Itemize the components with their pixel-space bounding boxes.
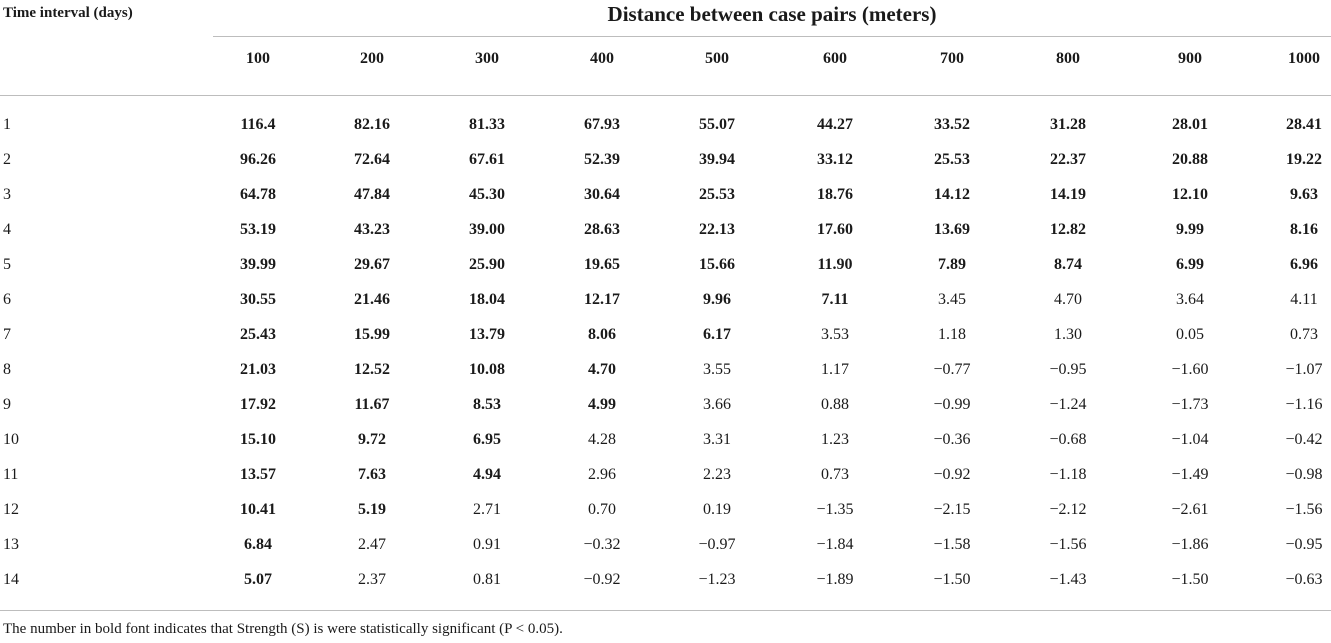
table-cell: 4.94 [473,466,501,483]
table-cell: 1.23 [821,431,849,448]
table-cell: 82.16 [354,116,390,133]
column-header: 1000 [1288,50,1320,67]
column-header: 600 [823,50,847,67]
table-cell: 28.41 [1286,116,1322,133]
table-cell: 14.19 [1050,186,1086,203]
column-header: 100 [246,50,270,67]
table-cell: 9.63 [1290,186,1318,203]
table-cell: 9.72 [358,431,386,448]
row-label: 10 [3,431,19,448]
table-cell: 3.66 [703,396,731,413]
table-cell: 8.06 [588,326,616,343]
table-cell: −0.95 [1049,361,1087,378]
table-cell: 3.45 [938,291,966,308]
table-cell: 1.18 [938,326,966,343]
row-label: 14 [3,571,19,588]
table-cell: 0.05 [1176,326,1204,343]
table-cell: 17.60 [817,221,853,238]
table-cell: 25.53 [934,151,970,168]
header-bottom-rule [0,95,1331,96]
column-header: 300 [475,50,499,67]
table-cell: 43.23 [354,221,390,238]
table-cell: 12.10 [1172,186,1208,203]
row-label: 7 [3,326,11,343]
table-cell: 4.70 [588,361,616,378]
table-cell: −1.73 [1171,396,1209,413]
table-cell: 2.71 [473,501,501,518]
table-cell: −1.35 [816,501,854,518]
table-cell: 3.31 [703,431,731,448]
table-cell: −1.07 [1285,361,1323,378]
table-cell: 0.88 [821,396,849,413]
table-cell: 15.66 [699,256,735,273]
table-cell: 6.99 [1176,256,1204,273]
table-cell: 19.65 [584,256,620,273]
table-cell: 2.37 [358,571,386,588]
table-cell: 4.11 [1290,291,1318,308]
table-cell: −0.77 [933,361,971,378]
table-cell: 0.19 [703,501,731,518]
table-cell: 10.08 [469,361,505,378]
table-cell: 2.47 [358,536,386,553]
table-cell: 55.07 [699,116,735,133]
table-cell: −0.32 [583,536,621,553]
table-cell: 8.74 [1054,256,1082,273]
table-cell: 7.11 [821,291,849,308]
table-cell: 116.4 [240,116,276,133]
table-cell: 39.94 [699,151,735,168]
table-cell: 13.79 [469,326,505,343]
table-cell: 6.95 [473,431,501,448]
table-cell: 67.93 [584,116,620,133]
table-cell: 67.61 [469,151,505,168]
table-cell: 33.12 [817,151,853,168]
table-cell: 13.69 [934,221,970,238]
table-cell: 21.03 [240,361,276,378]
table-cell: 2.96 [588,466,616,483]
table-cell: 29.67 [354,256,390,273]
row-label: 4 [3,221,11,238]
table-cell: −1.49 [1171,466,1209,483]
row-label: 2 [3,151,11,168]
table-cell: 2.23 [703,466,731,483]
table-cell: 0.91 [473,536,501,553]
table-cell: −0.92 [583,571,621,588]
table-cell: 8.16 [1290,221,1318,238]
table-cell: 3.55 [703,361,731,378]
table-cell: 45.30 [469,186,505,203]
table-cell: 1.17 [821,361,849,378]
table-cell: 19.22 [1286,151,1322,168]
table-cell: 7.89 [938,256,966,273]
row-label: 6 [3,291,11,308]
table-cell: −1.56 [1285,501,1323,518]
table-cell: 17.92 [240,396,276,413]
table-cell: 12.82 [1050,221,1086,238]
table-cell: 10.41 [240,501,276,518]
table-cell: 4.28 [588,431,616,448]
table-cell: −1.18 [1049,466,1087,483]
table-cell: 13.57 [240,466,276,483]
table-cell: 0.73 [1290,326,1318,343]
table-cell: −0.92 [933,466,971,483]
table-cell: −0.36 [933,431,971,448]
table-cell: 18.04 [469,291,505,308]
table-cell: 21.46 [354,291,390,308]
table-cell: 0.81 [473,571,501,588]
table-cell: 11.67 [354,396,390,413]
table-cell: 15.10 [240,431,276,448]
table-cell: −1.24 [1049,396,1087,413]
table-cell: 7.63 [358,466,386,483]
table-cell: 39.00 [469,221,505,238]
table-cell: −1.16 [1285,396,1323,413]
row-label: 11 [3,466,19,483]
table-cell: 28.01 [1172,116,1208,133]
table-cell: −0.42 [1285,431,1323,448]
table-cell: 4.70 [1054,291,1082,308]
table-cell: 22.13 [699,221,735,238]
table-cell: −1.84 [816,536,854,553]
column-header: 400 [590,50,614,67]
table-cell: −1.50 [933,571,971,588]
table-cell: 4.99 [588,396,616,413]
table-cell: −1.58 [933,536,971,553]
table-cell: −1.50 [1171,571,1209,588]
table-cell: 31.28 [1050,116,1086,133]
table-cell: 6.96 [1290,256,1318,273]
table-cell: 53.19 [240,221,276,238]
table-cell: 12.17 [584,291,620,308]
table-footnote: The number in bold font indicates that Strength (S) is were statistically significant (P < 0.05). [3,621,563,637]
row-label: 13 [3,536,19,553]
table-cell: −0.99 [933,396,971,413]
table-cell: −2.61 [1171,501,1209,518]
row-label: 5 [3,256,11,273]
table-cell: 72.64 [354,151,390,168]
table-cell: 44.27 [817,116,853,133]
table-cell: −1.23 [698,571,736,588]
table-cell: 81.33 [469,116,505,133]
column-header: 700 [940,50,964,67]
table-cell: 14.12 [934,186,970,203]
table-cell: 0.70 [588,501,616,518]
table-cell: 25.90 [469,256,505,273]
column-header: 800 [1056,50,1080,67]
table-cell: −1.56 [1049,536,1087,553]
table-cell: 64.78 [240,186,276,203]
table-cell: 28.63 [584,221,620,238]
column-header: 500 [705,50,729,67]
table-cell: 96.26 [240,151,276,168]
row-label: 12 [3,501,19,518]
table-cell: −1.89 [816,571,854,588]
table-cell: 5.19 [358,501,386,518]
table-cell: 22.37 [1050,151,1086,168]
table-cell: 30.55 [240,291,276,308]
table-cell: −0.97 [698,536,736,553]
table-cell: 25.43 [240,326,276,343]
table-cell: 39.99 [240,256,276,273]
table-cell: 3.64 [1176,291,1204,308]
table-cell: −2.15 [933,501,971,518]
table-cell: −0.95 [1285,536,1323,553]
table-cell: 52.39 [584,151,620,168]
table-cell: −1.86 [1171,536,1209,553]
table-cell: 25.53 [699,186,735,203]
column-header: 900 [1178,50,1202,67]
row-label: 1 [3,116,11,133]
table-bottom-rule [0,610,1331,611]
table-cell: −1.60 [1171,361,1209,378]
table-cell: 9.99 [1176,221,1204,238]
table-cell: 0.73 [821,466,849,483]
table-cell: 15.99 [354,326,390,343]
table-cell: 3.53 [821,326,849,343]
table-cell: 30.64 [584,186,620,203]
row-label: 8 [3,361,11,378]
group-header-distance: Distance between case pairs (meters) [607,2,937,26]
column-header: 200 [360,50,384,67]
table-cell: 11.90 [817,256,853,273]
table-cell: −0.63 [1285,571,1323,588]
table-cell: −1.04 [1171,431,1209,448]
table-cell: −0.98 [1285,466,1323,483]
table-cell: −0.68 [1049,431,1087,448]
table-cell: −1.43 [1049,571,1087,588]
row-label: 9 [3,396,11,413]
table-cell: 6.17 [703,326,731,343]
row-label: 3 [3,186,11,203]
table-cell: 6.84 [244,536,272,553]
table-cell: 33.52 [934,116,970,133]
group-header-rule [213,36,1331,37]
table-cell: 8.53 [473,396,501,413]
table-cell: 5.07 [244,571,272,588]
table-cell: 12.52 [354,361,390,378]
table-cell: 47.84 [354,186,390,203]
table-cell: 18.76 [817,186,853,203]
table-cell: −2.12 [1049,501,1087,518]
table-cell: 1.30 [1054,326,1082,343]
table-cell: 9.96 [703,291,731,308]
table-cell: 20.88 [1172,151,1208,168]
row-header-time-interval: Time interval (days) [3,5,133,21]
